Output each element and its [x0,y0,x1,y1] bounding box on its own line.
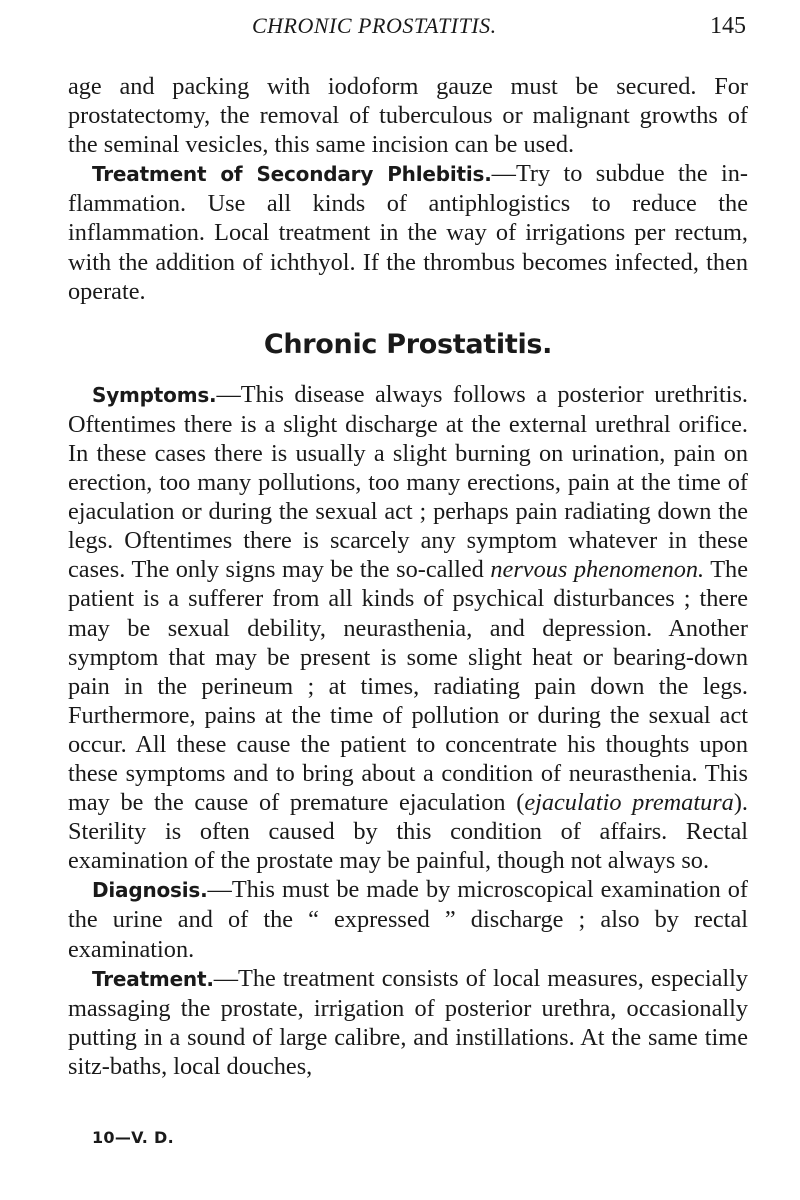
signature-mark: 10—V. D. [92,1128,174,1147]
paragraph-text: The patient is a sufferer from all kinds of psychical disturbances ; there may be sexual debility, neurasthenia, and depression. Another symptom that may be present is some slight heat or bearing-down pain in the perineum ; at times, radiating pain down the legs. Furthermore, pains at the time of pollution or during the sexual act occur. All these cause the patient to concentrate his thoughts upon these symptoms and to bring about a condition of neurasthenia. This may be the cause of premature ejaculation ( [68,556,748,817]
paragraph-text: —The treatment consists of local measures, especially massaging the prostate, irrigation of posterior urethra, occasionally putting in a sound of large calibre, and instillations. At the same time sitz-baths, local douches, [68,964,748,1080]
runin-heading-symptoms: Symptoms. [92,382,217,407]
section-heading: Chronic Prostatitis. [263,328,553,360]
runin-heading-treatment-secondary-phlebitis: Treatment of Secondary Phlebitis. [92,162,492,187]
paragraph-treatment [68,964,748,1081]
paragraph-text: —This must be made by microscopical examination of the urine and of the “ expressed ” discharge ; also by rectal examination. [68,876,748,963]
italic-term-ejaculatio-prematura: ejaculatio prematura [524,789,734,817]
running-title: CHRONIC PROSTATITIS. [252,13,497,38]
running-head [70,6,746,46]
paragraph-diagnosis [68,875,748,963]
paragraph-text: —This disease always follows a posterior urethritis. Oftentimes there is a slight discharge at the external urethral orifice. In these cases there is usually a slight burning on urination, pain on erection, too many pollutions, too many erections, pain at the time of ejaculation or during the sexual act ; perhaps pain radiating down the legs. Oftentimes there is scarcely any symptom whatever in these cases. The only signs may be the so-called [68,380,748,584]
paragraph-symptoms [68,380,748,876]
runin-heading-diagnosis: Diagnosis. [92,878,208,903]
paragraph-continuation [68,72,748,159]
italic-term-nervous-phenomenon: nervous phenomenon. [490,556,705,584]
page-number: 145 [710,13,746,39]
paragraph-text: age and packing with iodoform gauze must be secured. For prostatectomy, the removal of tuberculous or malignant growths of the seminal vesicles, this same incision can be used. [68,73,748,159]
runin-heading-treatment: Treatment. [92,966,214,991]
paragraph-secondary-phlebitis [68,159,748,305]
paragraph-text: —Try to subdue the inflammation. Use all kinds of antiphlogistics to reduce the inflammation. Local treatment in the way of irrigations per rectum, with the addition of ichthyol. If the thrombus becomes infected, then operate. [68,160,748,305]
body-text [68,72,748,1081]
paragraph-text: ). Sterility is often caused by this condition of affairs. Rectal examination of the prostate may be painful, though not always so. [68,789,748,875]
